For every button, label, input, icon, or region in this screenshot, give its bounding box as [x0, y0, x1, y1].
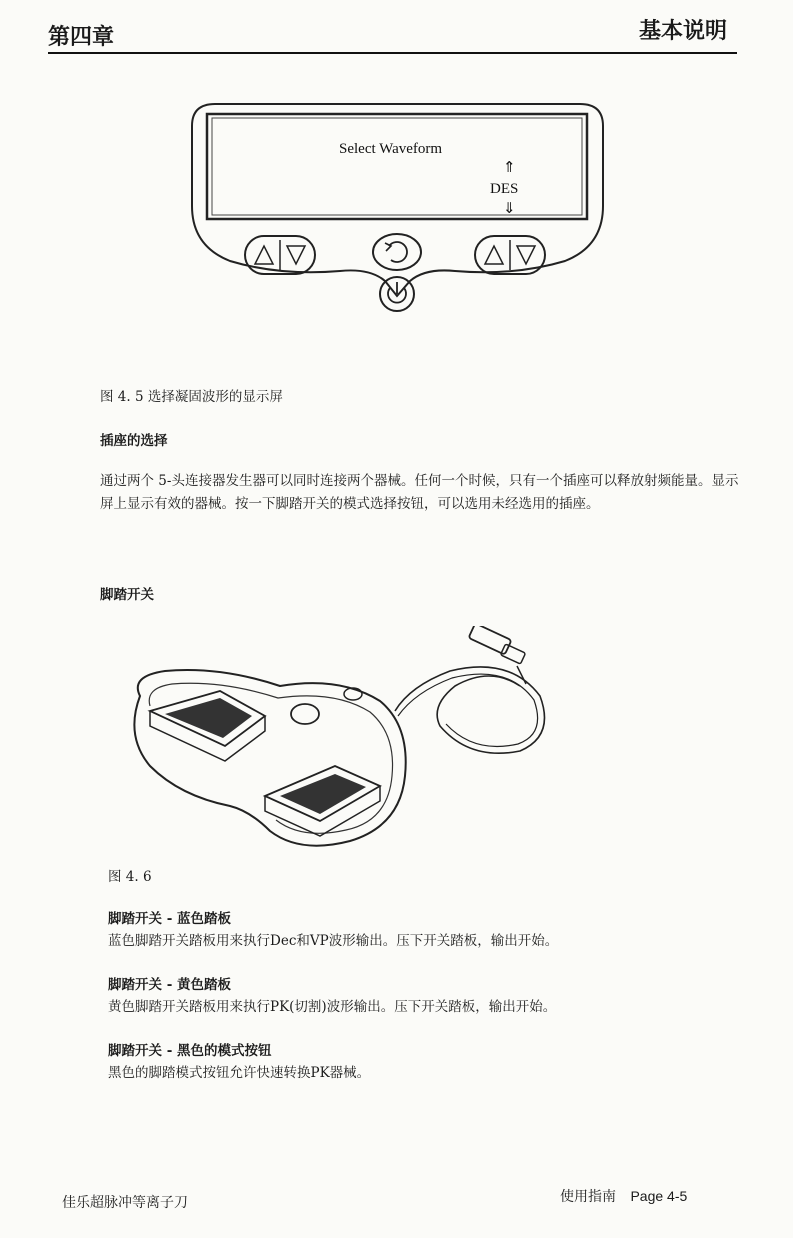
footer-guide: [560, 1186, 687, 1206]
display-panel-figure: [185, 96, 610, 316]
yellow-pedal: [265, 766, 380, 836]
lcd-up-arrow: ⇑: [503, 160, 516, 176]
black-button-text: 黑色的脚踏模式按钮允许快速转换PK器械。: [108, 1065, 371, 1081]
socket-selection-title: 插座的选择: [100, 433, 168, 449]
cycle-arrow-icon: [389, 242, 407, 262]
yellow-pedal-title: 脚踏开关 - 黄色踏板: [108, 977, 232, 993]
up-triangle-icon: [255, 246, 273, 264]
black-mode-button: [291, 704, 319, 724]
blue-pedal-title: 脚踏开关 - 蓝色踏板: [108, 911, 232, 927]
figure-4-6-caption: 图 4. 6: [108, 869, 152, 885]
left-up-down-buttons[interactable]: [245, 236, 315, 274]
footswitch-cable: [395, 667, 545, 753]
lcd-down-arrow: ⇓: [503, 201, 516, 217]
lcd-line-1: Select Waveform: [339, 141, 443, 157]
header-rule: [48, 52, 737, 54]
socket-selection-paragraph: 通过两个 5-头连接器发生器可以同时连接两个器械。任何一个时候，只有一个插座可以释放射频能量。显示屏上显示有效的器械。按一下脚踏开关的模式选择按钮，可以选用未经选用的插座。: [100, 473, 739, 512]
page-number: Page 4-5: [630, 1188, 688, 1204]
footswitch-title: 脚踏开关: [100, 587, 154, 603]
yellow-pedal-text: 黄色脚踏开关踏板用来执行PK(切割)波形输出。压下开关踏板，输出开始。: [108, 999, 557, 1015]
power-button[interactable]: [380, 277, 414, 311]
black-button-title: 脚踏开关 - 黑色的模式按钮: [108, 1043, 272, 1059]
chapter-heading: 第四章: [48, 24, 115, 50]
lcd-mode: DES: [490, 181, 519, 197]
figure-4-5-caption: 图 4. 5 选择凝固波形的显示屏: [100, 389, 283, 405]
down-triangle-icon: [517, 246, 535, 264]
footswitch-base: [134, 670, 405, 846]
blue-pedal-text: 蓝色脚踏开关踏板用来执行Dec和VP波形输出。压下开关踏板，输出开始。: [108, 933, 559, 949]
blue-pedal: [150, 691, 265, 761]
footer-product-name: 佳乐超脉冲等离子刀: [62, 1195, 188, 1211]
lcd-screen: [207, 114, 587, 219]
section-heading: 基本说明: [638, 18, 727, 44]
mode-cycle-button[interactable]: [373, 234, 421, 270]
lcd-inner-border: [212, 118, 582, 215]
up-triangle-icon: [485, 246, 503, 264]
footer-guide-label: 使用指南: [560, 1189, 616, 1205]
down-triangle-icon: [287, 246, 305, 264]
footswitch-drawing: [110, 626, 560, 866]
display-panel-drawing: [185, 96, 610, 316]
